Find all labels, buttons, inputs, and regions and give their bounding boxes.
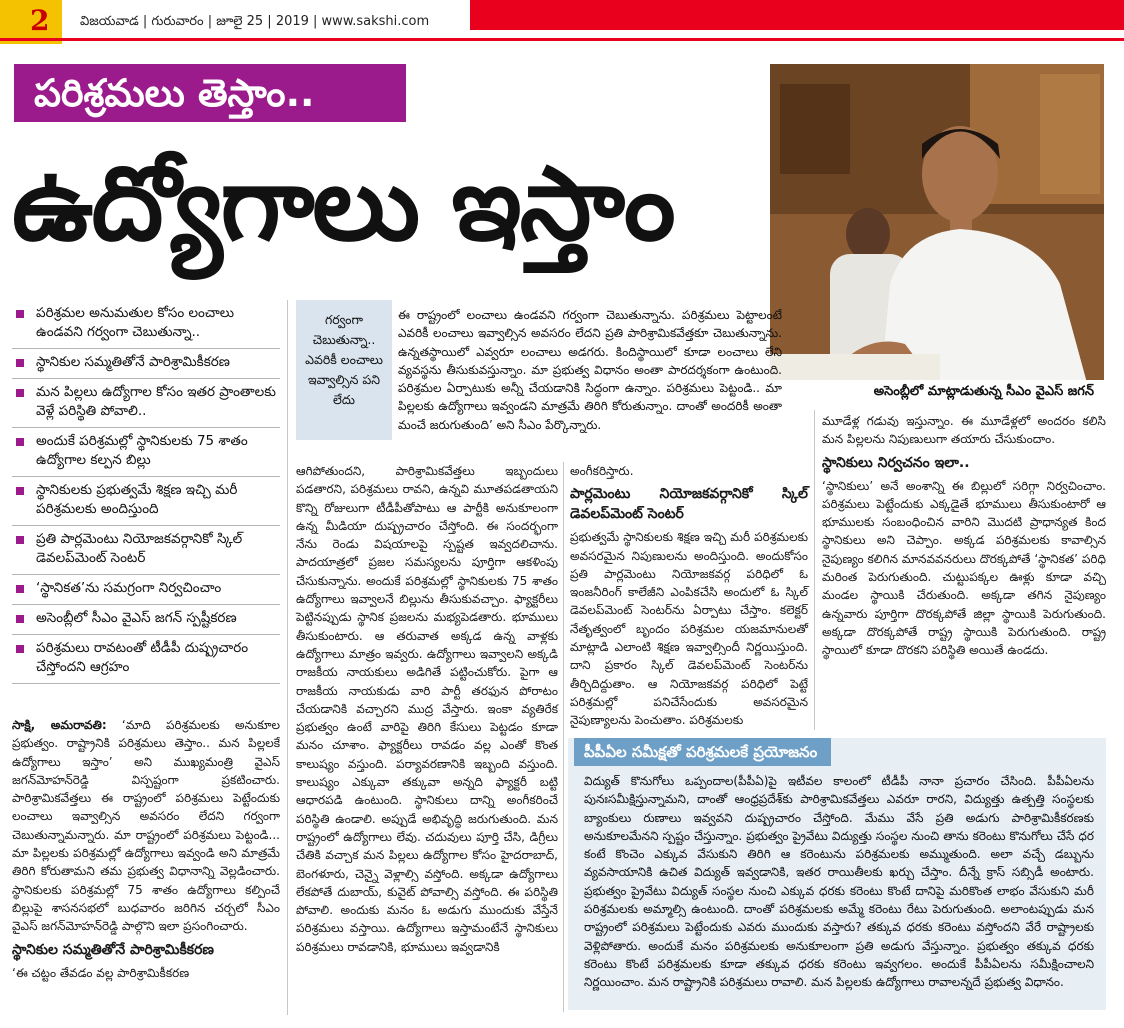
article-lead: ‘మాది పరిశ్రమలకు అనుకూల ప్రభుత్వం. రాష్ట్రానికి పరిశ్రమలు తెస్తాం.. మన పిల్లలకే ఉద్యోగాలు ఇస్తాం’ అని ముఖ్యమంత్రి వైఎస్ జగన్‌మోహన్‌రెడ్డి విస్పష్టంగా ప్రకటించారు. పారిశ్రామికవేత్తలు ఈ రాష్ట్రంలో పరిశ్రమలు పెట్టేందుకు లంచాలు ఇవ్వాల్సిన అవసరం లేదని గర్వంగా చెబుతున్నామన్నారు. మా రాష్ట్రంలో పరిశ్రమలు పెట్టండి... మా పిల్లలకు పరిశ్రమల్లో ఉద్యోగాలు ఇవ్వండి అని మాత్రమే తిరిగి కోరుతామని తమ ప్రభుత్వ విధానాన్ని వెల్లడించారు. స్థానికులకు పరిశ్రమల్లో 75 శాతం ఉద్యోగాలు కల్పించే బిల్లుపై శాసనసభలో బుధవారం జరిగిన చర్చలో సీఎం వైఎస్ జగన్‌మోహన్‌రెడ్డి పాల్గొని ఇలా ప్రసంగించారు. xyxy=(12,718,280,934)
ppa-sidebar-body: విద్యుత్ కొనుగోలు ఒప్పందాల(పీపీఏ)పై ఇటీవల కాలంలో టీడీపీ నానా ప్రచారం చేసింది. పీపీఏలను పునఃసమీక్షిస్తున్నామని, దాంతో ఆంధ్రప్రదేశ్‌కు పారిశ్రామికవేత్తలు ఎవరూ రారని, విద్యుత్తు ఉత్పత్తి సంస్థలకు బ్యాంకులు రుణాలు ఇవ్వవని దుష్ప్రచారం చేస్తోంది. మేము వేసే ప్రతి అడుగు పారిశ్రామికీకరణకు అనుకూలమేనని స్పష్టం చేస్తున్నాం. ప్రభుత్వం ప్రైవేటు విద్యుత్తు సంస్థల నుంచి తాను కరెంటు కొనుగోలు చేసే ధర కంటే కొంచెం ఎక్కువ వేసుకుని తిరిగి ఆ కరెంటును పరిశ్రమలకు అమ్ముతుంది. అలా వచ్చే డబ్బును వ్యవసాయానికి ఉచిత విద్యుత్ ఇవ్వడానికి, ఇతర రాయితీలకు ఖర్చు చేస్తాం. దీన్నే క్రాస్ సబ్సిడీ అంటారు. ప్రభుత్వం ప్రైవేటు విద్యుత్ సంస్థల నుంచి ఎక్కువ ధరకు కరెంటు కొంటే దానిపై మరికొంత లాభం వేసుకుని మరీ పరిశ్రమలకు అమ్మాల్సి ఉంటుంది. దాంతో పరిశ్రమలకు అమ్మే కరెంటు రేటు పెరుగుతుంది. అలాంటప్పుడు మన రాష్ట్రంలో పరిశ్రమలు పెట్టేందుకు ఎవరు ముందుకు వస్తారు? తక్కువ ధరకు కరెంటు వస్తోందని వేరే రాష్ట్రాలకు వెళ్లిపోతారు. అందుకే మనం పరిశ్రమలకు అనుకూలంగా ప్రతి అడుగు వేస్తున్నాం. ప్రభుత్వం తక్కువ ధరకు కరెంటు కొంటే పరిశ్రమలకు కూడా తక్కువ ధరకు కరెంటు ఇవ్వగలం. అందుకే పీపీఏలను సమీక్షించాలని నిర్ణయించాం. మన రాష్ట్రానికి పరిశ్రమలు రావాలి. మన పిల్లలకు ఉద్యోగాలు రావాలన్నదే ప్రభుత్వ విధానం. xyxy=(584,774,1094,990)
bullet-square-icon xyxy=(16,645,24,653)
pull-quote-text: ఈ రాష్ట్రంలో లంచాలు ఉండవని గర్వంగా చెబుతున్నాను. పరిశ్రమలు పెట్టాలంటే ఎవరికీ లంచాలు ఇవ్వాల్సిన అవసరం లేదని ప్రతి పారిశ్రామికవేత్తకూ చెబుతున్నాను. ఉన్నతస్థాయిలో ఎవ్వరూ లంచాలు అడగరు. కిందిస్థాయిలో కూడా లంచాలు లేని వ్యవస్థను తీసుకువస్తున్నాం. మా ప్రభుత్వ విధానం అంతా పారదర్శకంగా ఉంటుంది. పరిశ్రమల ఏర్పాటుకు అన్నీ చేయడానికి సిద్ధంగా ఉన్నాం. పరిశ్రమలు పెట్టండి.. మా పిల్లలకు ఉద్యోగాలు ఇవ్వండని మాత్రమే తిరిగి కోరుతున్నాం. దాంతో అందరికీ అంతా మంచే జరుగుతుంది’ అని సీఎం పేర్కొన్నారు. xyxy=(398,308,782,432)
list-item: అసెంబ్లీలో సీఎం వైఎస్ జగన్ స్పష్టీకరణ xyxy=(12,605,280,635)
column-rule xyxy=(563,462,564,1012)
bullet-square-icon xyxy=(16,389,24,397)
article-paragraph: మూడేళ్ల గడువు ఇస్తున్నాం. ఈ మూడేళ్లలో అందరం కలిసి మన పిల్లలను నిపుణులుగా తయారు చేసుకుందాం. xyxy=(822,414,1106,447)
masthead-red-bar xyxy=(470,0,1124,30)
list-item: అందుకే పరిశ్రమల్లో స్థానికులకు 75 శాతం ఉద్యోగాల కల్పన బిల్లు xyxy=(12,428,280,477)
folio-line: విజయవాడ | గురువారం | జూలై 25 | 2019 | www.sakshi.com xyxy=(80,14,430,29)
column-rule xyxy=(814,410,815,730)
headline-main: ఉద్యోగాలు ఇస్తాం xyxy=(12,145,674,264)
list-item: పరిశ్రమల అనుమతుల కోసం లంచాలు ఉండవని గర్వంగా చెబుతున్నా.. xyxy=(12,300,280,349)
column-rule xyxy=(287,300,288,1015)
dateline: సాక్షి, అమరావతి: xyxy=(12,718,107,732)
bullet-square-icon xyxy=(16,438,24,446)
subheading: పార్లమెంటు నియోజకవర్గానికో స్కిల్ డెవలప్‌మెంట్ సెంటర్ xyxy=(570,486,808,523)
headline-kicker: పరిశ్రమలు తెస్తాం.. xyxy=(14,64,406,122)
article-paragraph: ఆగిపోతుందని, పారిశ్రామికవేత్తలు ఇబ్బందులు పడతారని, పరిశ్రమలు రావని, ఉన్నవి మూతపడతాయని కొన్ని రోజులుగా టీడీపీతోపాటు ఆ పార్టీకి అనుకూలంగా ఉన్న మీడియా దుష్ప్రచారం చేస్తోంది. ఈ సందర్భంగా నేను రెండు విషయాలపై స్పష్టత ఇవ్వదలిచాను. పాదయాత్రలో ప్రజల సమస్యలను పూర్తిగా ఆకళింపు చేసుకున్నాను. అందుకే పరిశ్రమల్లో స్థానికులకు 75 శాతం ఉద్యోగాలు ఇవ్వాలనే బిల్లును తీసుకువచ్చాం. ఫ్యాక్టరీలు పెట్టినప్పుడు స్థానిక ప్రజలను మభ్యపెడతారు. భూములు తీసుకుంటారు. ఆ తరువాత అక్కడ ఉన్న వాళ్లకు ఉద్యోగాలు మాత్రం ఇవ్వరు. ఉద్యోగాలు ఇవ్వాలని అక్కడి రాజకీయ నాయకులు అడిగితే పట్టించుకోరు. పైగా ఆ రాజకీయ నాయకుడు వారి పార్టీ తరఫున పోరాటం చేయడానికి వచ్చారని ముద్ర వేస్తారు. ఇంకా వ్యతిరేక ప్రభుత్వం ఉంటే వారిపై తిరిగి కేసులు పెట్టడం కూడా మనం చూశాం. ఫ్యాక్టరీలు రావడం వల్ల ఎంతో కొంత కాలుష్యం వస్తుంది. పర్యావరణానికి ఇబ్బంది వస్తుంది. కాలుష్యం ఎక్కువా తక్కువా అన్నది ఫ్యాక్టరీ బట్టి ఆధారపడి ఉంటుంది. స్థానికులు దాన్ని అంగీకరించే పరిస్థితి ఉండాలి. అప్పుడే అభివృద్ధి జరుగుతుంది. మన రాష్ట్రంలో ఉద్యోగాలు లేవు. చదువులు పూర్తి చేసి, డిగ్రీలు చేతికి వచ్చాక మన పిల్లలు ఉద్యోగాల కోసం హైదరాబాద్, బెంగళూరు, చెన్నై వెళ్లాల్సి వస్తోంది. అక్కడా ఉద్యోగాలు లేకపోతే దుబాయ్, కువైట్ పోవాల్సి వస్తోంది. ఈ పరిస్థితి పోవాలి. అందుకు మనం ఓ అడుగు ముందుకు వేస్తేనే పరిశ్రమలు వస్తాయి. ఉద్యోగాలు ఇస్తామంటేనే స్థానికులు పరిశ్రమలు రావడానికి, భూములు ఇవ్వడానికి xyxy=(296,464,558,954)
article-column-4 xyxy=(822,412,1106,662)
bullet-square-icon xyxy=(16,585,24,593)
header-rule xyxy=(0,38,1124,41)
article-paragraph: అంగీకరిస్తారు. xyxy=(570,464,634,478)
list-item: ప్రతి పార్లమెంటు నియోజకవర్గానికో స్కిల్ డెవలప్‌మెంట్ సెంటర్ xyxy=(12,526,280,575)
article-paragraph: ‘ఈ చట్టం తేవడం వల్ల పారిశ్రామికీకరణ xyxy=(12,965,190,980)
article-column-1 xyxy=(12,716,280,984)
article-column-3 xyxy=(570,462,808,732)
bullet-square-icon xyxy=(16,359,24,367)
bullet-square-icon xyxy=(16,310,24,318)
list-item: స్థానికులకు ప్రభుత్వమే శిక్షణ ఇచ్చి మరీ పరిశ్రమలకు అందిస్తుంది xyxy=(12,477,280,526)
bullet-square-icon xyxy=(16,487,24,495)
list-item: మన పిల్లలు ఉద్యోగాల కోసం ఇతర ప్రాంతాలకు వెళ్లే పరిస్థితి పోవాలి.. xyxy=(12,379,280,428)
key-points-list xyxy=(12,300,280,684)
bullet-square-icon xyxy=(16,615,24,623)
photo-caption: అసెంబ్లీలో మాట్లాడుతున్న సీఎం వైఎస్ జగన్ xyxy=(770,380,1104,404)
article-paragraph: ‘స్థానికులు’ అనే అంశాన్ని ఈ బిల్లులో సరిగ్గా నిర్వచించాం. పరిశ్రమలు పెట్టేందుకు ఎక్కడైతే భూములు తీసుకుంటారో ఆ భూములకు సంబంధించిన వారిని మొదటి ప్రాధాన్యత కింద స్థానికులు అని చెప్పాం. అక్కడ పరిశ్రమలకు కావాల్సిన నైపుణ్యం కలిగిన మానవవనరులు దొరక్కపోతే ‘స్థానికత’ పరిధి మరింత పెరుగుతుంది. చుట్టుపక్కల ఊళ్లు కూడా వచ్చి మండల స్థాయికి చేరుతుంది. అక్కడా తగిన నైపుణ్యం ఉన్నవారు పూర్తిగా దొరక్కపోతే జిల్లా స్థాయికి పెరుగుతుంది. అక్కడా దొరక్కపోతే రాష్ట్ర స్థాయికి పెరుగుతుంది. రాష్ట్ర స్థాయిలో కూడా దొరకని పరిస్థితి అయితే ఉండదు. xyxy=(822,478,1106,658)
list-item: పరిశ్రమలు రావటంతో టీడీపీ దుష్ప్రచారం చేస్తోందని ఆగ్రహం xyxy=(12,635,280,684)
list-item: ‘స్థానికత’ను సమగ్రంగా నిర్వచించాం xyxy=(12,575,280,605)
ppa-sidebar-title: పీపీఏల సమీక్షతో పరిశ్రమలకే ప్రయోజనం xyxy=(574,738,831,766)
subheading: స్థానికుల సమ్మతితోనే పారిశ్రామికీకరణ xyxy=(12,941,214,958)
news-photo xyxy=(770,64,1104,394)
pull-quote-box: గర్వంగా చెబుతున్నా.. ఎవరికీ లంచాలు ఇవ్వాల్సిన పని లేదు xyxy=(296,300,392,440)
subheading: స్థానికులు నిర్వచనం ఇలా.. xyxy=(822,454,970,471)
page-number: 2 xyxy=(30,4,50,37)
article-paragraph: ప్రభుత్వమే స్థానికులకు శిక్షణ ఇచ్చి మరీ పరిశ్రమలకు అవసరమైన నిపుణులను అందిస్తుంది. అందుకోసం ప్రతి పార్లమెంటు నియోజకవర్గ పరిధిలో ఓ ఇంజనీరింగ్ కాలేజీని ఎంపికచేసి అందులో ఓ స్కిల్ డెవలప్‌మెంట్ సెంటర్‌ను ఏర్పాటు చేస్తాం. కలెక్టర్ నేతృత్వంలో బృందం పరిశ్రమల యజమానులతో మాట్లాడి ఎలాంటి శిక్షణ ఇవ్వాల్సిందీ నిర్ణయిస్తుంది. దాని ప్రకారం స్కిల్ డెవలప్‌మెంట్ సెంటర్‌ను తీర్చిదిద్దుతాం. ఆ నియోజకవర్గ పరిధిలో పెట్టే పరిశ్రమల్లో పనిచేసేందుకు అవసరమైన నైపుణ్యాలను పెంచుతాం. పరిశ్రమలకు xyxy=(570,530,808,728)
bullet-square-icon xyxy=(16,536,24,544)
assembly-photo xyxy=(770,64,1104,394)
article-column-2 xyxy=(296,462,558,958)
list-item: స్థానికుల సమ్మతితోనే పారిశ్రామికీకరణ xyxy=(12,349,280,379)
